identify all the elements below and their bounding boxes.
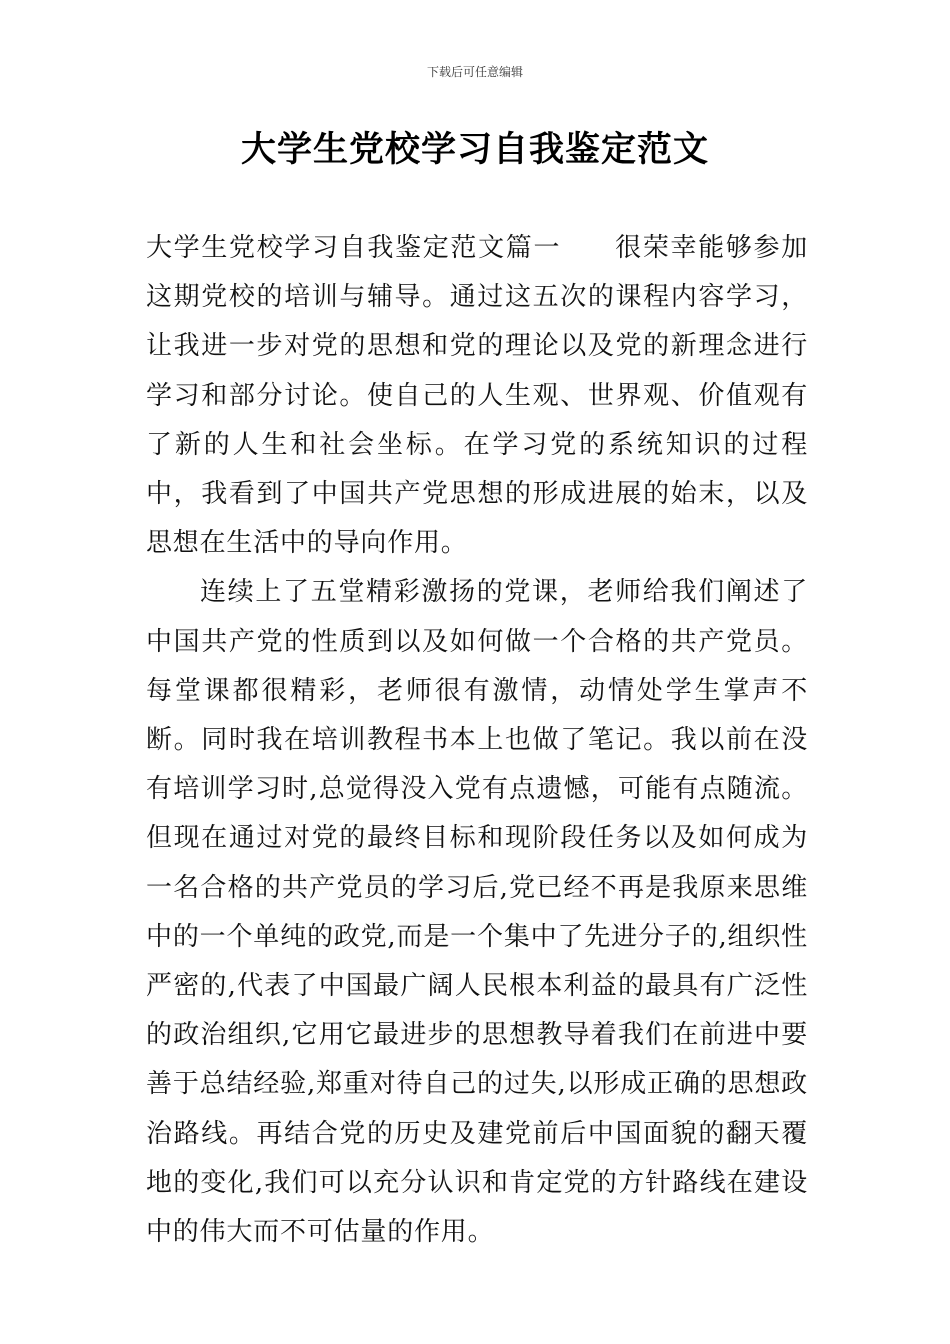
- section-heading: 大学生党校学习自我鉴定范文篇一: [146, 233, 562, 263]
- document-title: 大学生党校学习自我鉴定范文: [240, 130, 709, 170]
- document-body: [146, 224, 808, 1257]
- header-note: 下载后可任意编辑: [426, 65, 523, 79]
- paragraph-1: [146, 224, 808, 568]
- paragraph-2-text: 连续上了五堂精彩激扬的党课，老师给我们阐述了中国共产党的性质到以及如何做一个合格的共产党员。每堂课都很精彩，老师很有激情，动情处学生掌声不断。同时我在培训教程书本上也做了笔记。我以前在没有培训学习时,总觉得没入党有点遗憾，可能有点随流。但现在通过对党的最终目标和现阶段任务以及如何成为一名合格的共产党员的学习后,党已经不再是我原来思维中的一个单纯的政党,而是一个集中了先进分子的,组织性严密的,代表了中国最广阔人民根本利益的最具有广泛性的政治组织,它用它最进步的思想教导着我们在前进中要善于总结经验,郑重对待自己的过失,以形成正确的思想政治路线。再结合党的历史及建党前后中国面貌的翻天覆地的变化,我们可以充分认识和肯定党的方针路线在建设中的伟大而不可估量的作用。: [146, 577, 808, 1248]
- paragraph-1-text: 很荣幸能够参加这期党校的培训与辅导。通过这五次的课程内容学习，让我进一步对党的思想和党的理论以及党的新理念进行学习和部分讨论。使自己的人生观、世界观、价值观有了新的人生和社会坐标。在学习党的系统知识的过程中，我看到了中国共产党思想的形成进展的始末，以及思想在生活中的导向作用。: [146, 233, 808, 559]
- paragraph-2: [146, 568, 808, 1257]
